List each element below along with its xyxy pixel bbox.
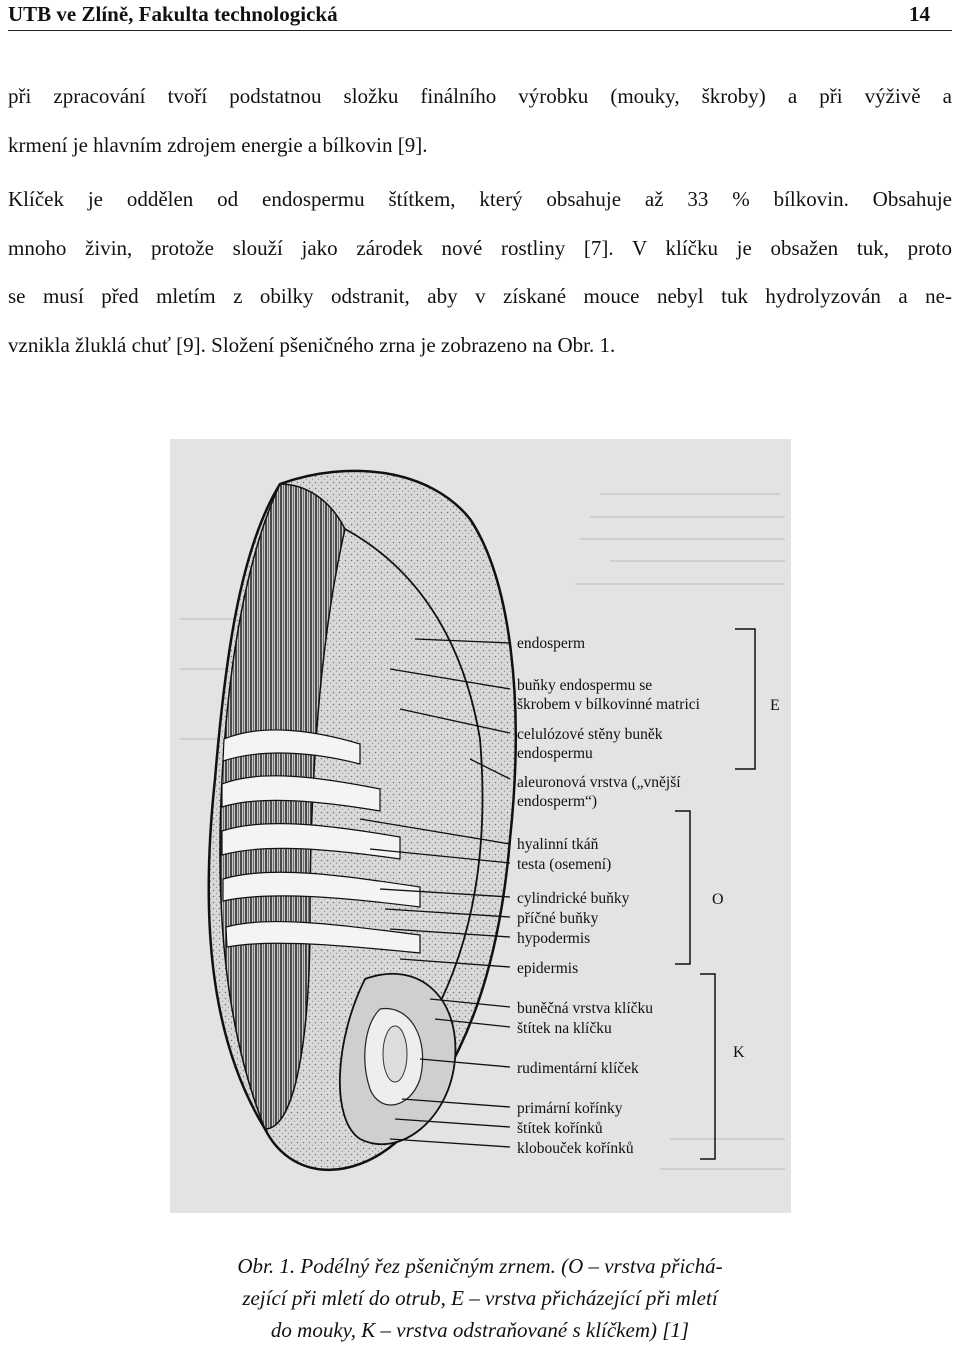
radicle: [383, 1026, 407, 1082]
label-root-shield: štítek kořínků: [517, 1120, 603, 1137]
page-number: 14: [909, 2, 930, 26]
bracket-label-k: K: [733, 1044, 745, 1061]
label-scutellum: štítek na klíčku: [517, 1020, 612, 1037]
wheat-grain-illustration: [170, 439, 791, 1213]
label-hyaline: hyalinní tkáň: [517, 836, 599, 853]
header-title: UTB ve Zlíně, Fakulta technologická: [8, 2, 338, 26]
bracket-k: [700, 974, 715, 1159]
bracket-o: [675, 811, 690, 964]
bracket-e: [735, 629, 755, 769]
label-rudimentary-germ: rudimentární klíček: [517, 1060, 639, 1077]
text-line: Klíček je oddělen od endospermu štítkem, který obsahuje až 33 % bílkovin. Obsahuje: [8, 187, 952, 211]
figure-labels: [517, 635, 780, 1157]
label-germ-cell-layer: buněčná vrstva klíčku: [517, 1000, 654, 1017]
figure-caption: [150, 1250, 810, 1346]
page-header: [8, 0, 952, 31]
label-endosperm: endosperm: [517, 635, 586, 652]
label-endosperm-cells: buňky endospermu se: [517, 677, 653, 694]
label-starch-matrix: škrobem v bílkovinné matrici: [517, 696, 700, 713]
label-root-cap: klobouček kořínků: [517, 1140, 634, 1157]
text-line: vznikla žluklá chuť [9]. Složení pšeničného zrna je zobrazeno na Obr. 1.: [8, 332, 616, 357]
caption-line: do mouky, K – vrstva odstraňované s klíčkem) [1]: [270, 1318, 690, 1342]
label-aleurone-2: endosperm“): [517, 793, 598, 810]
caption-line: zející při mletí do otrub, E – vrstva přicházející při mletí: [242, 1286, 718, 1310]
paragraph-2: [8, 175, 952, 369]
paragraph-1: [8, 72, 952, 169]
label-cellulose-walls-2: endospermu: [517, 745, 593, 762]
wheat-grain-figure: [170, 439, 791, 1213]
caption-line: Obr. 1. Podélný řez pšeničným zrnem. (O – vrstva přichá-: [237, 1254, 723, 1278]
text-line: krmení je hlavním zdrojem energie a bílkovin [9].: [8, 132, 428, 157]
label-primary-roots: primární kořínky: [517, 1100, 623, 1117]
label-aleurone: aleuronová vrstva („vnější: [517, 774, 681, 791]
label-hypodermis: hypodermis: [517, 930, 591, 947]
label-epidermis: epidermis: [517, 960, 579, 977]
label-cross-cells: příčné buňky: [517, 910, 599, 927]
text-line: při zpracování tvoří podstatnou složku finálního výrobku (mouky, škroby) a při výživě a: [8, 84, 952, 108]
bracket-label-o: O: [712, 891, 724, 908]
label-testa: testa (osemení): [517, 856, 612, 873]
label-cellulose-walls: celulózové stěny buněk: [517, 726, 663, 743]
text-line: se musí před mletím z obilky odstranit, aby v získané mouce nebyl tuk hydrolyzován a ne-: [8, 284, 952, 308]
label-cylinder-cells: cylindrické buňky: [517, 890, 630, 907]
bracket-label-e: E: [770, 697, 780, 714]
text-line: mnoho živin, protože slouží jako zárodek nové rostliny [7]. V klíčku je obsažen tuk, proto: [8, 235, 952, 260]
